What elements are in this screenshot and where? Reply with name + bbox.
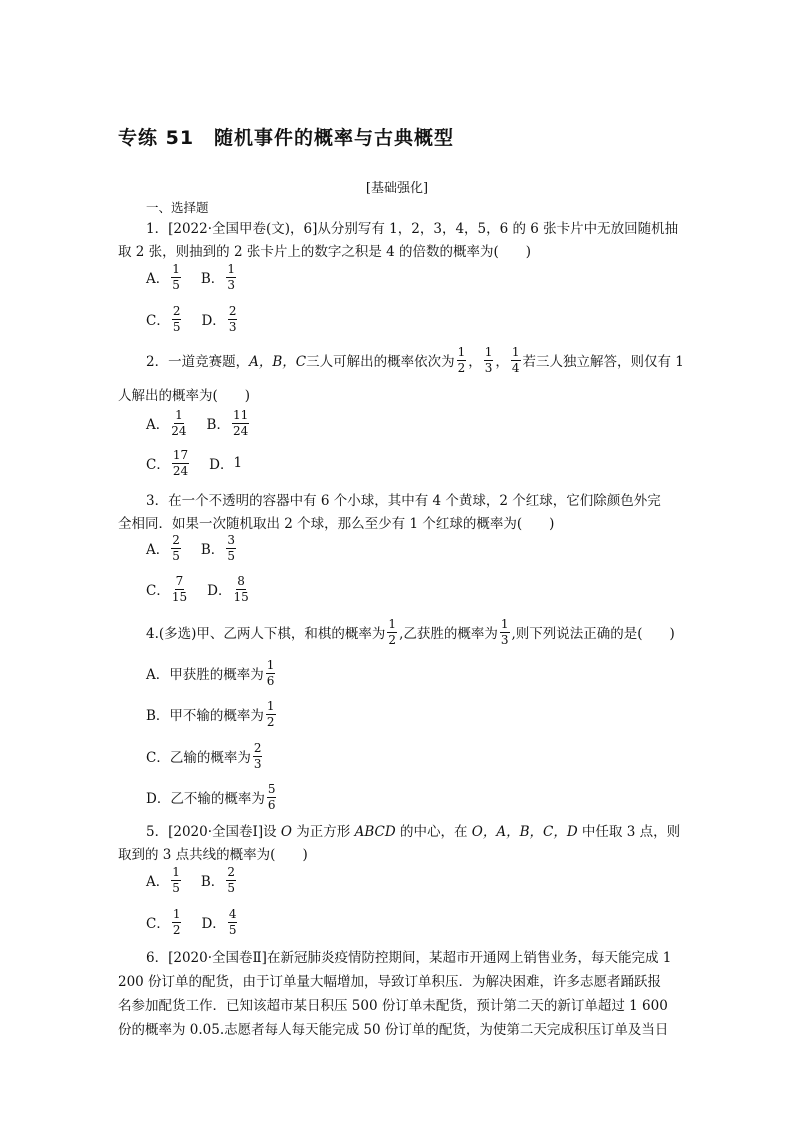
q4-option-b: B．甲不输的概率为 $\frac{1}{2}$	[146, 698, 275, 729]
q1-option-d-fraction: $\frac{2}{3}$	[228, 303, 237, 334]
q5-option-b-fraction: $\frac{2}{5}$	[227, 864, 235, 895]
q1-option-d-label: D．	[201, 313, 226, 329]
q1-option-c-fraction: $\frac{2}{5}$	[172, 303, 181, 334]
q1-option-b-label: B．	[200, 271, 225, 287]
q5-line1: 5．[2020·全国卷Ⅰ]设 O 为正方形 ABCD 的中心，在 O，A，B，C，D 中任取 3 点，则	[146, 824, 681, 840]
q2-option-b-fraction: $\frac{11}{24}$	[232, 407, 249, 438]
q4-option-c: C．乙输的概率为 $\frac{2}{3}$	[146, 740, 262, 771]
q3-option-c-fraction: $\frac{7}{15}$	[171, 573, 188, 604]
q6-line2: 200 份订单的配货，由于订单量大幅增加，导致订单积压．为解决困难，许多志愿者踊跃报	[118, 974, 662, 990]
page-title: 专练 51 随机事件的概率与古典概型	[118, 127, 455, 149]
q3-line1: 3．在一个不透明的容器中有 6 个小球，其中有 4 个黄球，2 个红球，它们除颜色外完	[146, 493, 661, 509]
part-heading: 一、选择题	[146, 200, 209, 215]
q3-option-b-fraction: $\frac{3}{5}$	[227, 532, 235, 563]
q6-line1: 6．[2020·全国卷Ⅱ]在新冠肺炎疫情防控期间，某超市开通网上销售业务，每天能完成 1	[146, 950, 672, 966]
q3-options-ab: A． $\frac{2}{5}$ B． $\frac{3}{5}$	[146, 532, 235, 563]
q4-fraction-1: $\frac{1}{2}$	[388, 616, 397, 647]
q2-option-d-value: 1	[233, 455, 243, 471]
q4-option-a: A．甲获胜的概率为 $\frac{1}{6}$	[146, 657, 275, 688]
q1-option-a-fraction: $\frac{1}{5}$	[172, 261, 180, 292]
q1-line2: 取 2 张，则抽到的 2 张卡片上的数字之积是 4 的倍数的概率为( )	[118, 244, 532, 260]
q5-option-c-fraction: $\frac{1}{2}$	[172, 906, 181, 937]
q4-line1: 4.(多选)甲、乙两人下棋，和棋的概率为 $\frac{1}{2}$ ,乙获胜的概率为 $\frac{1}{3}$ ,则下列说法正确的是( )	[146, 616, 675, 647]
q4-option-d: D．乙不输的概率为 $\frac{5}{6}$	[146, 781, 276, 812]
q2-option-a-fraction: $\frac{1}{24}$	[171, 407, 187, 438]
q5-options-ab: A． $\frac{1}{5}$ B． $\frac{2}{5}$	[146, 864, 235, 895]
section-heading: [基础强化]	[365, 181, 429, 196]
q2-fraction-1: $\frac{1}{2}$	[457, 344, 466, 375]
q1-line1: 1．[2022·全国甲卷(文)，6]从分别写有 1，2，3，4，5，6 的 6 张卡片中无放回随机抽	[146, 221, 679, 237]
q2-fraction-3: $\frac{1}{4}$	[511, 344, 520, 375]
q4-fraction-2: $\frac{1}{3}$	[500, 616, 509, 647]
q1-option-b-fraction: $\frac{1}{3}$	[227, 261, 235, 292]
q2-fraction-2: $\frac{1}{3}$	[484, 344, 493, 375]
q3-option-d-fraction: $\frac{8}{15}$	[233, 573, 249, 604]
q3-option-a-fraction: $\frac{2}{5}$	[172, 532, 180, 563]
q2-option-c-fraction: $\frac{17}{24}$	[172, 447, 189, 478]
q3-options-cd: C． $\frac{7}{15}$ D． $\frac{8}{15}$	[146, 573, 249, 604]
q1-options-ab	[146, 257, 238, 297]
q5-option-d-fraction: $\frac{4}{5}$	[228, 906, 237, 937]
q6-line4: 份的概率为 0.05.志愿者每人每天能完成 50 份订单的配货，为使第二天完成积压订单及当日	[118, 1022, 669, 1038]
q1-options-cd	[146, 299, 239, 339]
q2-line2: 人解出的概率为( )	[118, 388, 251, 404]
q2-line1: 2．一道竞赛题， A，B，C 三人可解出的概率依次为 $\frac{1}{2}$ ， $\frac{1}{3}$ ， $\frac{1}{4}$ 若三人独立解答，则仅有 1	[146, 344, 684, 375]
q5-line2: 取到的 3 点共线的概率为( )	[118, 847, 308, 863]
q1-option-a-label: A．	[146, 271, 170, 287]
q1-option-c-label: C．	[146, 313, 170, 329]
q5-options-cd: C． $\frac{1}{2}$ D． $\frac{4}{5}$	[146, 906, 237, 937]
q3-line2: 全相同．如果一次随机取出 2 个球，那么至少有 1 个红球的概率为( )	[118, 516, 555, 532]
q5-option-a-fraction: $\frac{1}{5}$	[172, 864, 180, 895]
q2-options-cd: C． $\frac{17}{24}$ D． 1	[146, 447, 243, 478]
q6-line3: 名参加配货工作．已知该超市某日积压 500 份订单未配货，预计第二天的新订单超过 1 600	[118, 998, 668, 1014]
q2-options-ab: A． $\frac{1}{24}$ B． $\frac{11}{24}$	[146, 407, 249, 438]
